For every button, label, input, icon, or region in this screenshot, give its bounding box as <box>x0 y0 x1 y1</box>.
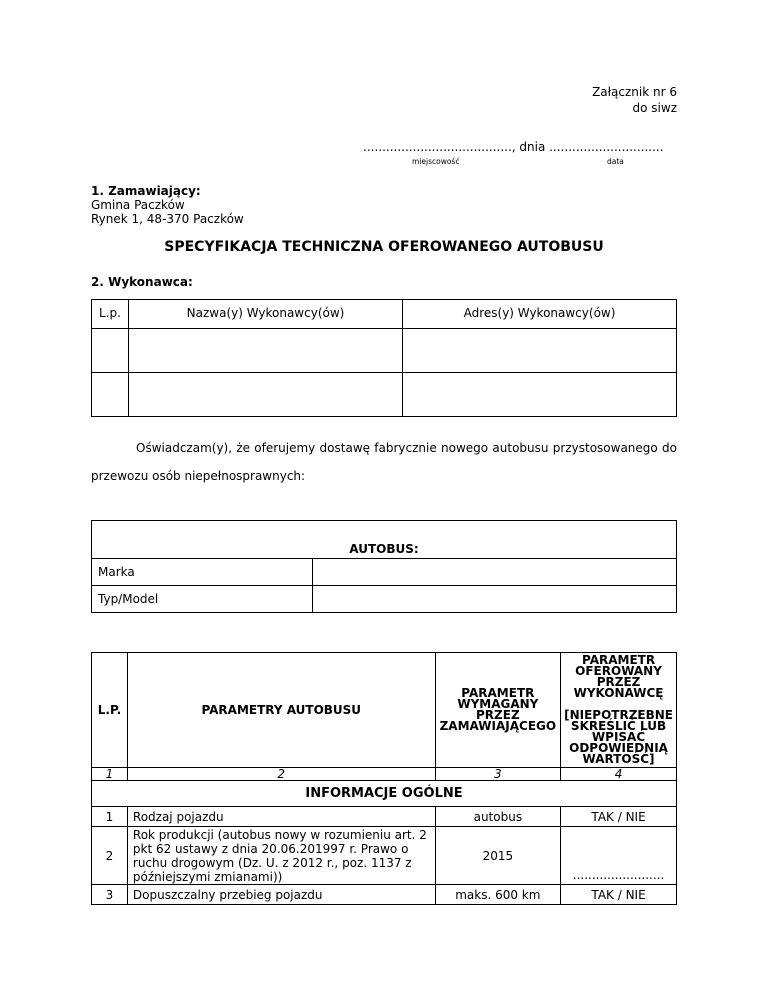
column-number: 1 <box>92 768 128 781</box>
row-offered[interactable]: ........................ <box>561 827 677 885</box>
attachment-reference: do siwz <box>632 101 677 115</box>
spec-col-required: PARAMETR WYMAGANY PRZEZ ZAMAWIAJĄCEGO <box>435 653 561 768</box>
declaration-text: Oświadczam(y), że oferujemy dostawę fabrycznie nowego autobusu przystosowanego do przewozu osób niepełnosprawnych: <box>91 441 677 483</box>
spec-col-params: PARAMETRY AUTOBUSU <box>127 653 435 768</box>
row-required: maks. 600 km <box>435 885 561 905</box>
contracting-authority <box>91 184 244 226</box>
row-param: Dopuszczalny przebieg pojazdu <box>127 885 435 905</box>
contractor-cell[interactable] <box>92 329 129 373</box>
attachment-note <box>592 84 677 116</box>
contractor-cell[interactable] <box>403 373 677 417</box>
row-offered[interactable]: TAK / NIE <box>561 885 677 905</box>
section-general-info: INFORMACJE OGÓLNE <box>92 781 677 807</box>
contractor-table <box>91 299 677 417</box>
contractor-cell[interactable] <box>129 329 403 373</box>
document-title: SPECYFIKACJA TECHNICZNA OFEROWANEGO AUTOBUSU <box>164 239 604 255</box>
date-label: data <box>607 157 624 166</box>
contractor-col-address: Adres(y) Wykonawcy(ów) <box>403 300 677 329</box>
column-number: 4 <box>561 768 677 781</box>
row-param: Rodzaj pojazdu <box>127 807 435 827</box>
place-date-line: ......................................., dnia .............................. <box>363 140 664 154</box>
bus-table-heading: AUTOBUS: <box>92 521 677 559</box>
table-row <box>92 807 677 827</box>
spec-table <box>91 652 677 905</box>
spec-col-offered <box>561 653 677 768</box>
row-lp: 2 <box>92 827 128 885</box>
contractor-col-name: Nazwa(y) Wykonawcy(ów) <box>129 300 403 329</box>
bus-make-field[interactable] <box>313 559 677 586</box>
authority-name: Gmina Paczków <box>91 198 185 212</box>
bus-model-label: Typ/Model <box>92 586 313 613</box>
authority-address: Rynek 1, 48-370 Paczków <box>91 212 244 226</box>
contractor-col-lp: L.p. <box>92 300 129 329</box>
row-required: autobus <box>435 807 561 827</box>
spec-col-lp: L.P. <box>92 653 128 768</box>
section1-heading: 1. Zamawiający: <box>91 184 201 198</box>
place-label: miejscowość <box>412 157 460 166</box>
bus-model-field[interactable] <box>313 586 677 613</box>
spec-col-offered-title: PARAMETR OFEROWANY PRZEZ WYKONAWCĘ <box>573 653 664 700</box>
section2-heading: 2. Wykonawca: <box>91 275 193 289</box>
row-required: 2015 <box>435 827 561 885</box>
column-number: 2 <box>127 768 435 781</box>
column-number: 3 <box>435 768 561 781</box>
contractor-cell[interactable] <box>92 373 129 417</box>
row-lp: 3 <box>92 885 128 905</box>
contractor-cell[interactable] <box>403 329 677 373</box>
bus-table <box>91 520 677 613</box>
row-param: Rok produkcji (autobus nowy w rozumieniu art. 2 pkt 62 ustawy z dnia 20.06.201997 r. Prawo o ruchu drogowym (Dz. U. z 2012 r., poz. 1137 z późniejszymi zmianami)) <box>127 827 435 885</box>
bus-make-label: Marka <box>92 559 313 586</box>
row-offered[interactable]: TAK / NIE <box>561 807 677 827</box>
row-lp: 1 <box>92 807 128 827</box>
table-row <box>92 885 677 905</box>
attachment-number: Załącznik nr 6 <box>592 85 677 99</box>
contractor-cell[interactable] <box>129 373 403 417</box>
table-row <box>92 827 677 885</box>
spec-col-offered-note: [NIEPOTRZEBNE SKREŚLIĆ LUB WPISAĆ ODPOWIEDNIĄ WARTOŚĆ] <box>564 708 673 766</box>
